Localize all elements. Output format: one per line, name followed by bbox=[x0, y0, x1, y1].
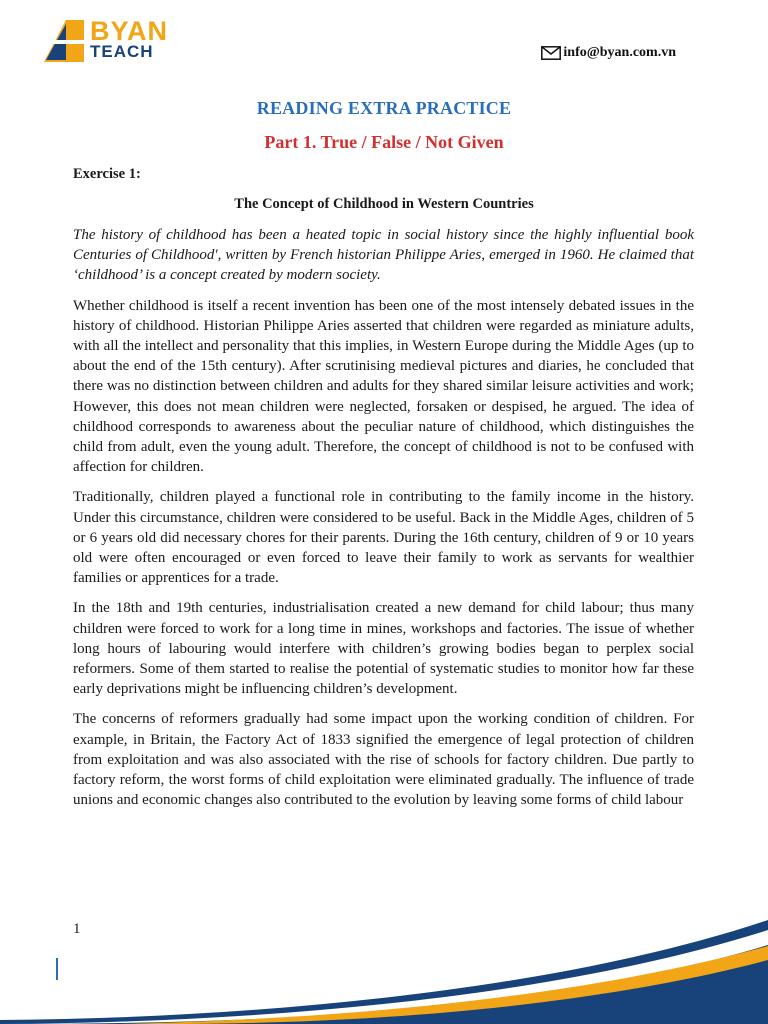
intro-paragraph: The history of childhood has been a heated topic in social history since the highly influential book Centuries of Childhood', written by French historian Philippe Aries, emerged in 1960. He claimed that ‘childhood’ is a concept created by modern society. bbox=[73, 227, 694, 284]
contact-email-text[interactable]: info@byan.com.vn bbox=[563, 45, 676, 60]
body-paragraph: Whether childhood is itself a recent invention has been one of the most intensely debated issues in the history of childhood. Historian Philippe Aries asserted that children were regarded as miniature adults, with all the intellect and personality that this implies, in Western Europe during the Middle Ages (up to about the end of the 15th century). After scrutinising medieval pictures and diaries, he concluded that there was no distinction between children and adults for they shared similar leisure activities and work; However, this does not mean children were neglected, forsaken or despised, he argued. The idea of childhood corresponds to awareness about the peculiar nature of childhood, which distinguishes the child from adult, even the young adult. Therefore, the concept of childhood is not to be confused with affection for children. bbox=[73, 297, 694, 476]
mail-icon bbox=[541, 46, 561, 60]
byan-teach-logo bbox=[44, 16, 174, 64]
article-body bbox=[73, 225, 694, 810]
body-paragraph: The concerns of reformers gradually had some impact upon the working condition of children. For example, in Britain, the Factory Act of 1833 signified the emergence of legal protection of children from exploitation and was also associated with the rise of schools for factory children. Due partly to factory reform, the worst forms of child exploitation were eliminated gradually. The influence of trade unions and economic changes also contributed to the evolution by leaving some forms of child labour bbox=[73, 711, 694, 809]
article-title: The Concept of Childhood in Western Countries bbox=[234, 196, 534, 212]
footer-marker bbox=[56, 958, 58, 980]
page-number: 1 bbox=[73, 921, 81, 937]
body-paragraph: In the 18th and 19th centuries, industrialisation created a new demand for child labour; thus many children were forced to work for a long time in mines, workshops and factories. The issue of whether long hours of labouring would interfere with children’s growing bodies began to perplex social reformers. Some of them started to realise the potential of systematic studies to monitor how far these early deprivations might be influencing children’s development. bbox=[73, 600, 694, 698]
page-title: READING EXTRA PRACTICE bbox=[256, 98, 512, 118]
logo-word-byan: BYAN bbox=[90, 16, 169, 46]
body-paragraph: Traditionally, children played a functional role in contributing to the family income in the history. Under this circumstance, children were considered to be useful. Back in the Middle Ages, children of 5 or 6 years old did necessary chores for their parents. During the 16th century, children of 9 or 10 years old were often encouraged or even forced to leave their family to work as servants for wealthier families or apprentices for a trade. bbox=[73, 489, 694, 587]
footer-wave-decoration bbox=[0, 900, 768, 1024]
section-title: Part 1. True / False / Not Given bbox=[264, 132, 504, 152]
contact-email[interactable] bbox=[541, 45, 676, 61]
logo-word-teach: TEACH bbox=[90, 42, 154, 61]
exercise-heading: Exercise 1: bbox=[73, 166, 141, 182]
